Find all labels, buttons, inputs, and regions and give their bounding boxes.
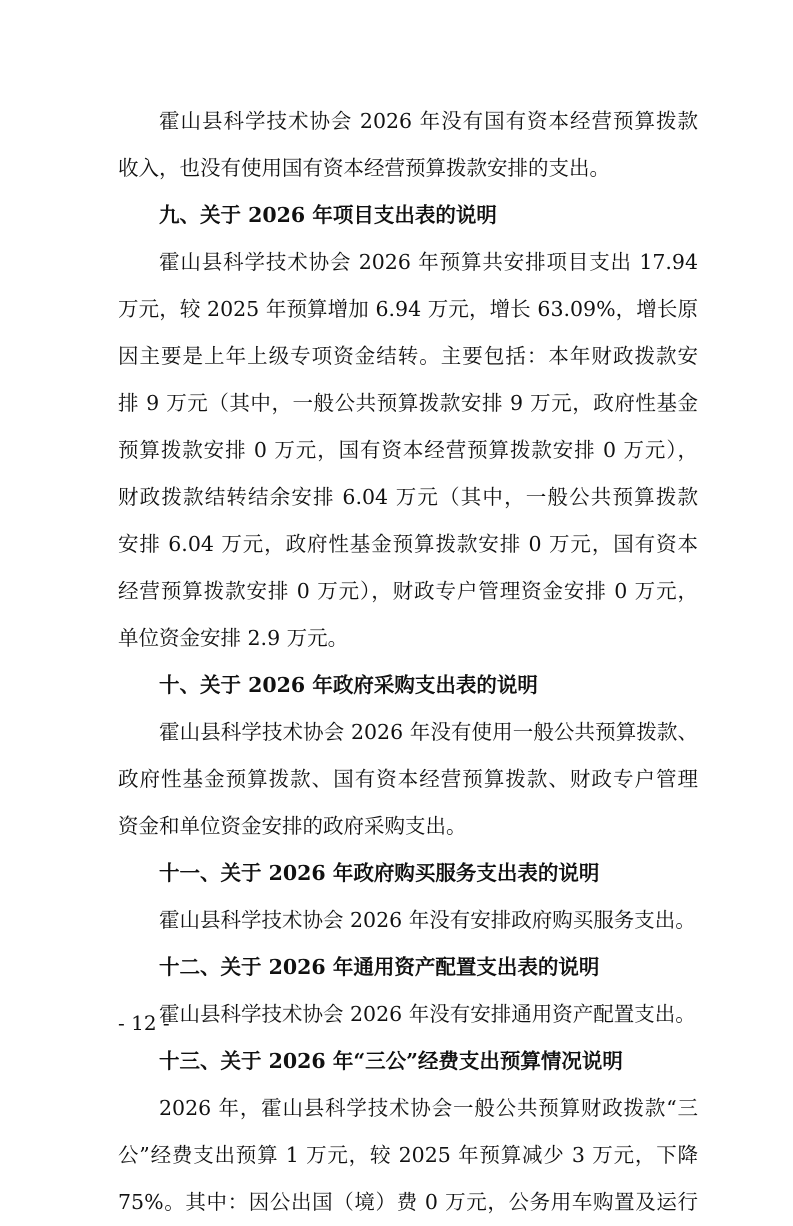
page-number: - 12 - xyxy=(118,1011,170,1035)
paragraph-line: 安排 6.04 万元，政府性基金预算拨款安排 0 万元，国有资本 xyxy=(118,532,698,556)
paragraph-line: 75%。其中：因公出国（境）费 0 万元，公务用车购置及运行 xyxy=(118,1190,698,1214)
paragraph-line: 霍山县科学技术协会 2026 年没有使用一般公共预算拨款、 xyxy=(159,720,698,744)
section-heading: 十二、关于 2026 年通用资产配置支出表的说明 xyxy=(159,955,600,979)
section-heading: 十三、关于 2026 年“三公”经费支出预算情况说明 xyxy=(159,1049,623,1073)
paragraph-line: 单位资金安排 2.9 万元。 xyxy=(118,626,349,650)
paragraph-line: 经营预算拨款安排 0 万元），财政专户管理资金安排 0 万元， xyxy=(118,579,698,603)
paragraph-line: 霍山县科学技术协会 2026 年预算共安排项目支出 17.94 xyxy=(159,250,698,274)
paragraph-line: 因主要是上年上级专项资金结转。主要包括：本年财政拨款安 xyxy=(118,344,698,368)
paragraph-line: 收入，也没有使用国有资本经营预算拨款安排的支出。 xyxy=(118,156,610,180)
paragraph-line: 公”经费支出预算 1 万元，较 2025 年预算减少 3 万元，下降 xyxy=(118,1143,698,1167)
paragraph-line: 资金和单位资金安排的政府采购支出。 xyxy=(118,814,467,838)
paragraph-line: 霍山县科学技术协会 2026 年没有安排通用资产配置支出。 xyxy=(159,1002,696,1026)
paragraph-line: 万元，较 2025 年预算增加 6.94 万元，增长 63.09%，增长原 xyxy=(118,297,698,321)
section-heading: 九、关于 2026 年项目支出表的说明 xyxy=(159,203,497,227)
paragraph-line: 霍山县科学技术协会 2026 年没有国有资本经营预算拨款 xyxy=(159,109,698,133)
paragraph-line: 预算拨款安排 0 万元，国有资本经营预算拨款安排 0 万元）， xyxy=(118,438,698,462)
section-heading: 十一、关于 2026 年政府购买服务支出表的说明 xyxy=(159,861,600,885)
paragraph-line: 政府性基金预算拨款、国有资本经营预算拨款、财政专户管理 xyxy=(118,767,698,791)
document-body xyxy=(118,98,698,1226)
paragraph-line: 霍山县科学技术协会 2026 年没有安排政府购买服务支出。 xyxy=(159,908,696,932)
paragraph-line: 财政拨款结转结余安排 6.04 万元（其中，一般公共预算拨款 xyxy=(118,485,698,509)
paragraph-line: 2026 年，霍山县科学技术协会一般公共预算财政拨款“三 xyxy=(159,1096,698,1120)
paragraph-line: 排 9 万元（其中，一般公共预算拨款安排 9 万元，政府性基金 xyxy=(118,391,698,415)
section-heading: 十、关于 2026 年政府采购支出表的说明 xyxy=(159,673,538,697)
